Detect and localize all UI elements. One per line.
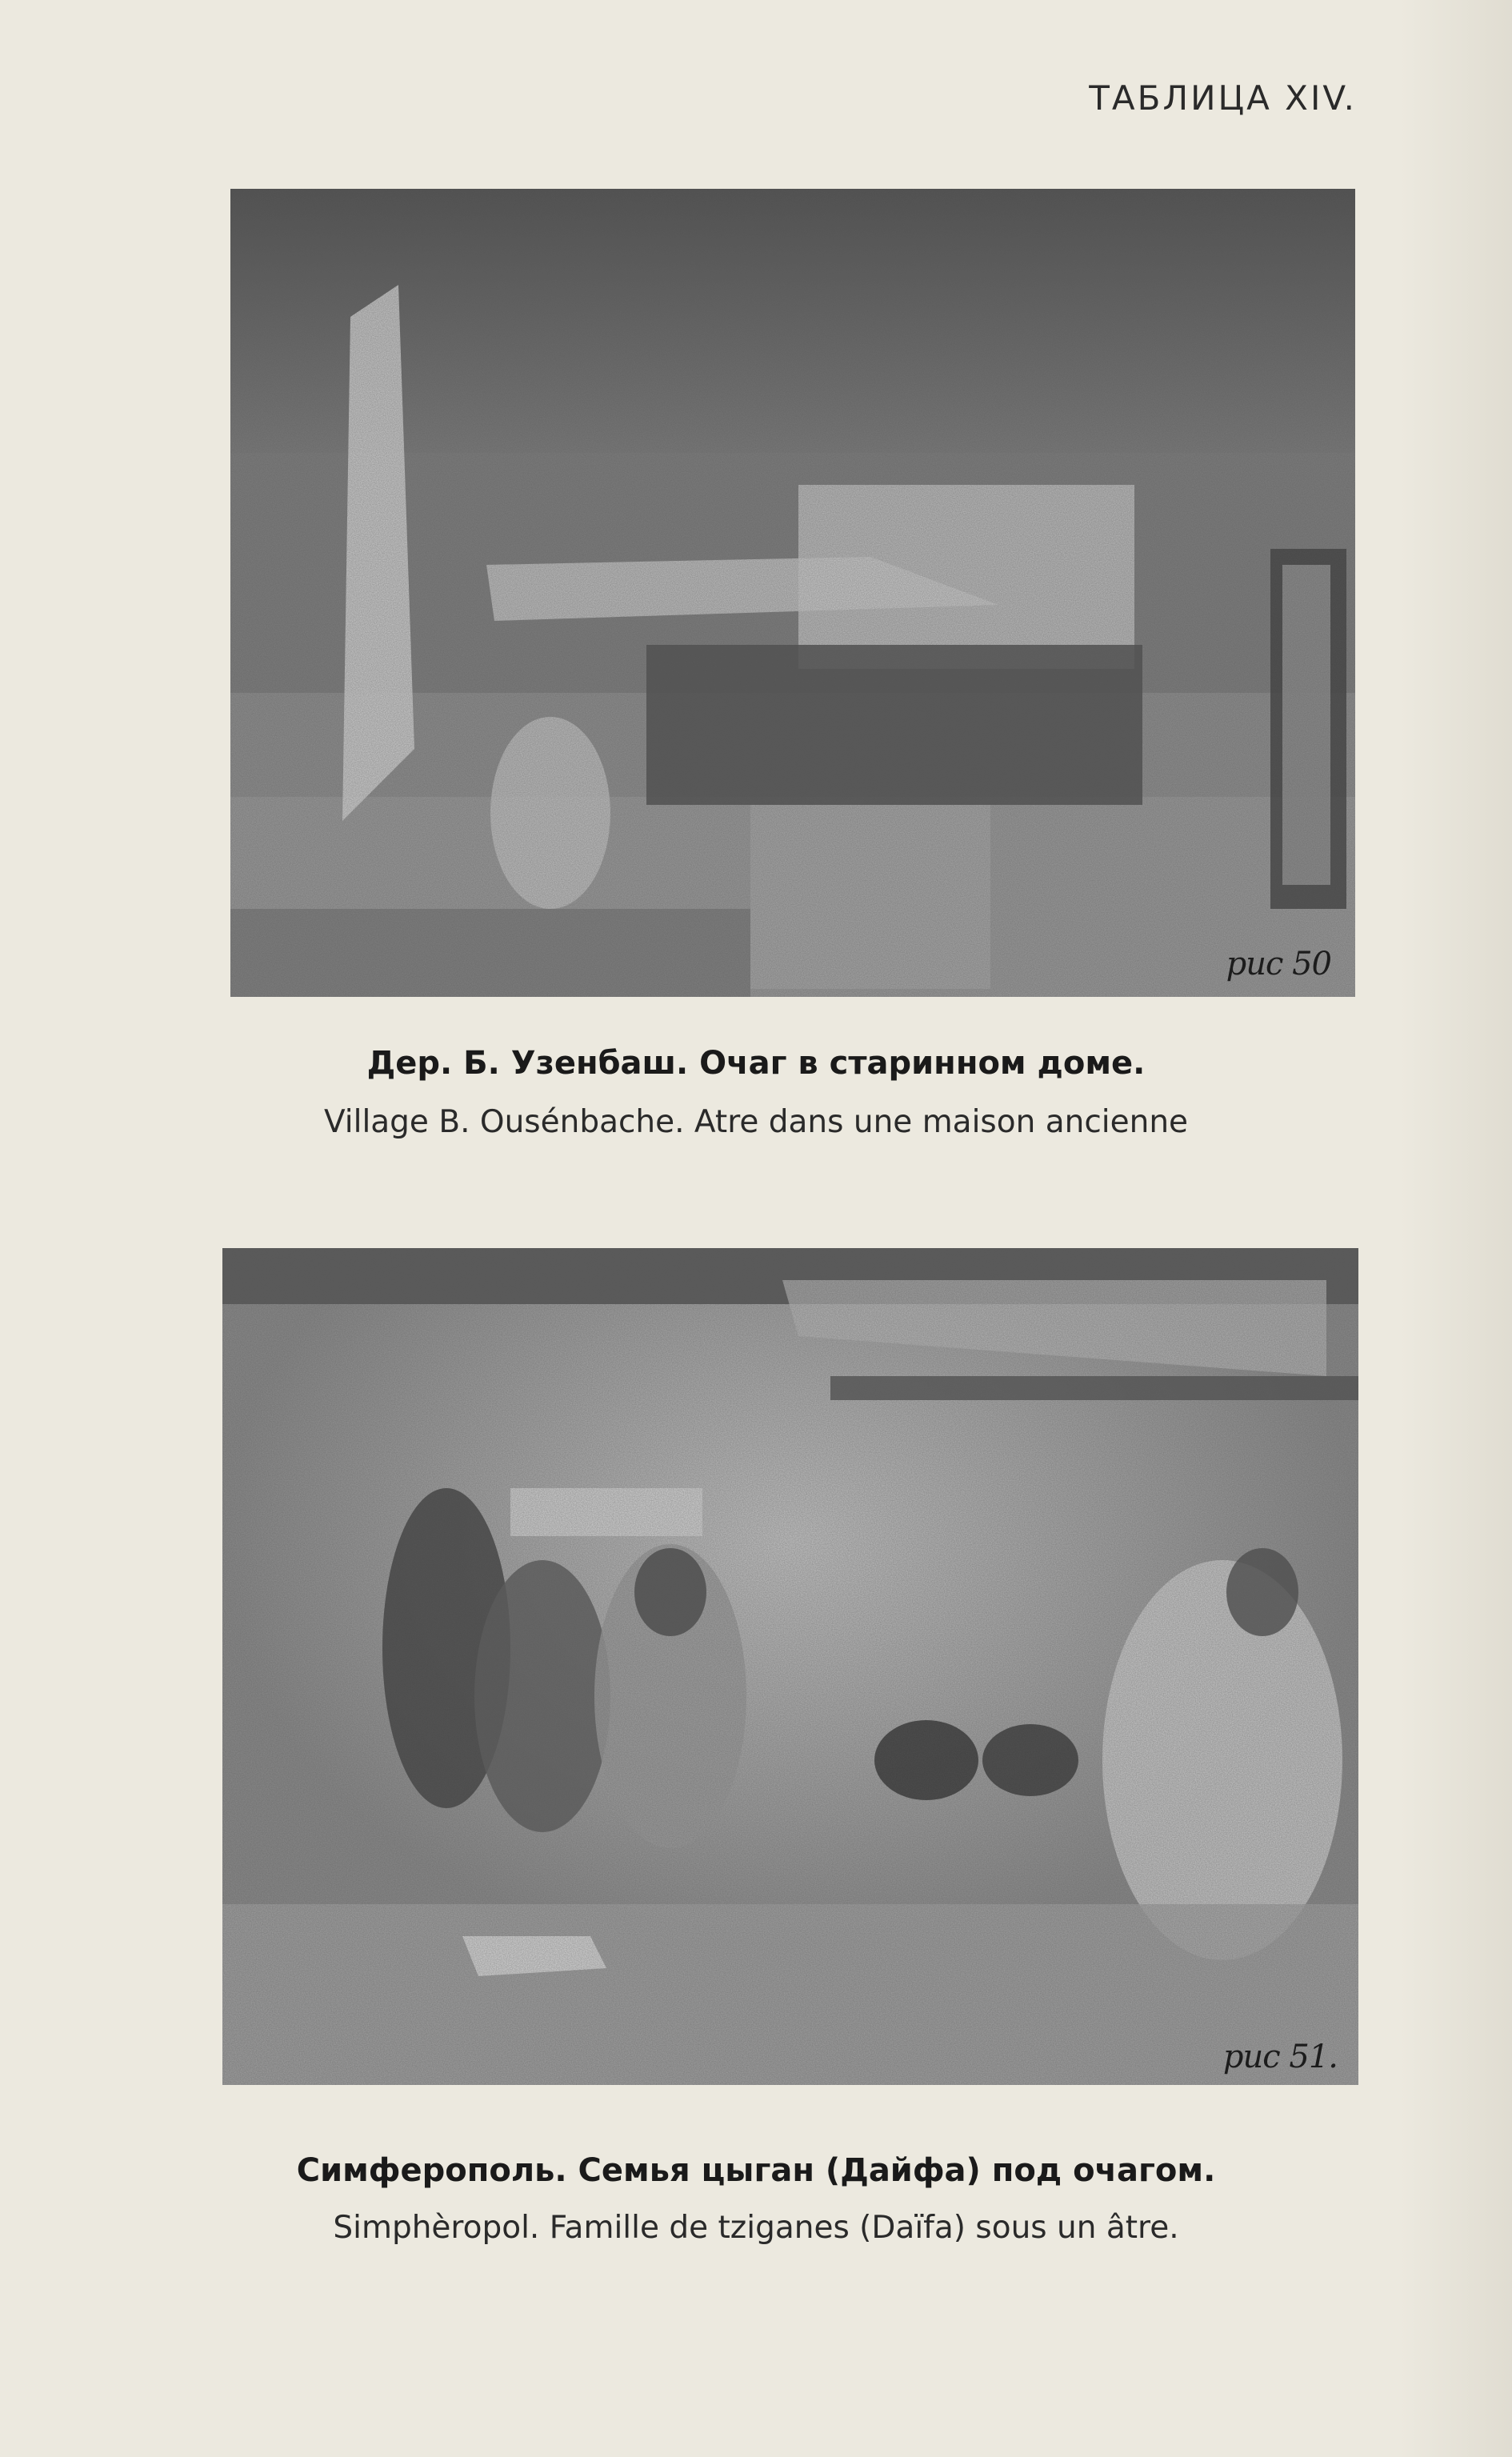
plate-heading: ТАБЛИЦА XIV.: [1089, 78, 1357, 118]
photo-hearth-old-house: [230, 189, 1355, 997]
caption-french: Village B. Ousénbache. Atre dans une maison ancienne: [323, 1104, 1189, 1140]
page-edge-shadow: [1400, 0, 1512, 2457]
caption-russian: Дер. Б. Узенбаш. Очаг в старинном доме.: [366, 1045, 1146, 1082]
caption-french: Simphèropol. Famille de tziganes (Daïfa) sous un âtre.: [333, 2210, 1179, 2246]
figure-label: рис 50: [1226, 946, 1331, 982]
photo-gypsy-family: [222, 1248, 1358, 2085]
figure-label: рис 51.: [1222, 2039, 1338, 2075]
caption-russian: Симферополь. Семья цыган (Дайфа) под очагом.: [296, 2152, 1216, 2189]
